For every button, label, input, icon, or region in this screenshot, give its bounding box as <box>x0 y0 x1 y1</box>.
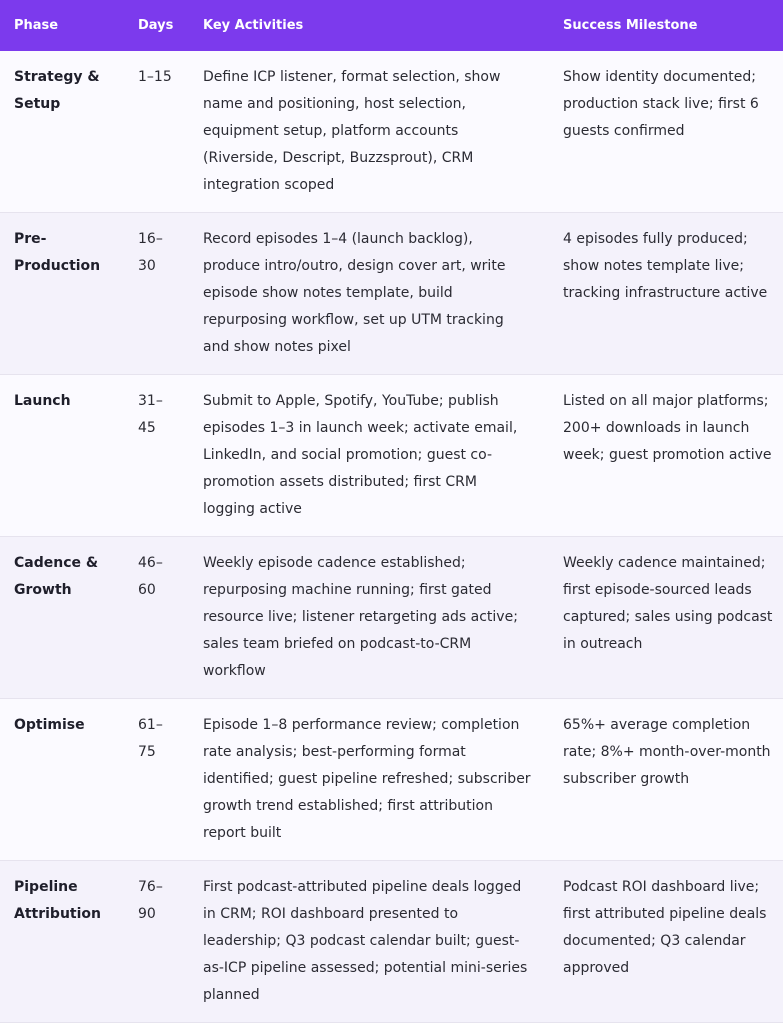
days-cell: 61–75 <box>124 699 189 861</box>
milestone-cell: 65%+ average completion rate; 8%+ month-over-month subscriber growth <box>549 699 783 861</box>
activities-cell: First podcast-attributed pipeline deals logged in CRM; ROI dashboard presented to leadership; Q3 podcast calendar built; guest-as-ICP pipeline assessed; potential mini-series planned <box>189 861 549 1023</box>
table-row <box>0 51 783 213</box>
table-row <box>0 375 783 537</box>
table-row <box>0 537 783 699</box>
days-cell: 31–45 <box>124 375 189 537</box>
header-milestone: Success Milestone <box>563 18 698 33</box>
activities-cell: Define ICP listener, format selection, show name and positioning, host selection, equipment setup, platform accounts (Riverside, Descript, Buzzsprout), CRM integration scoped <box>189 51 549 213</box>
phase-cell: Pre-Production <box>0 213 124 375</box>
table-row <box>0 213 783 375</box>
days-cell: 16–30 <box>124 213 189 375</box>
activities-cell: Episode 1–8 performance review; completion rate analysis; best-performing format identified; guest pipeline refreshed; subscriber growth trend established; first attribution report built <box>189 699 549 861</box>
activities-cell: Weekly episode cadence established; repurposing machine running; first gated resource live; listener retargeting ads active; sales team briefed on podcast-to-CRM workflow <box>189 537 549 699</box>
header-activities: Key Activities <box>203 18 304 33</box>
table-header <box>0 0 783 51</box>
header-days: Days <box>138 18 174 33</box>
activities-cell: Record episodes 1–4 (launch backlog), produce intro/outro, design cover art, write episode show notes template, build repurposing workflow, set up UTM tracking and show notes pixel <box>189 213 549 375</box>
table-row <box>0 699 783 861</box>
phase-cell: Pipeline Attribution <box>0 861 124 1023</box>
table-body <box>0 51 783 1023</box>
days-cell: 76–90 <box>124 861 189 1023</box>
milestone-cell: Show identity documented; production stack live; first 6 guests confirmed <box>549 51 783 213</box>
milestone-cell: Podcast ROI dashboard live; first attributed pipeline deals documented; Q3 calendar approved <box>549 861 783 1023</box>
phase-cell: Optimise <box>0 699 124 861</box>
milestone-cell: Listed on all major platforms; 200+ downloads in launch week; guest promotion active <box>549 375 783 537</box>
milestone-cell: Weekly cadence maintained; first episode-sourced leads captured; sales using podcast in outreach <box>549 537 783 699</box>
table-row <box>0 861 783 1023</box>
milestone-cell: 4 episodes fully produced; show notes template live; tracking infrastructure active <box>549 213 783 375</box>
phase-cell: Launch <box>0 375 124 537</box>
header-row <box>0 0 783 51</box>
phase-cell: Strategy & Setup <box>0 51 124 213</box>
activities-cell: Submit to Apple, Spotify, YouTube; publish episodes 1–3 in launch week; activate email, LinkedIn, and social promotion; guest co-promotion assets distributed; first CRM logging active <box>189 375 549 537</box>
days-cell: 1–15 <box>124 51 189 213</box>
days-cell: 46–60 <box>124 537 189 699</box>
phase-cell: Cadence & Growth <box>0 537 124 699</box>
header-phase: Phase <box>14 18 59 33</box>
